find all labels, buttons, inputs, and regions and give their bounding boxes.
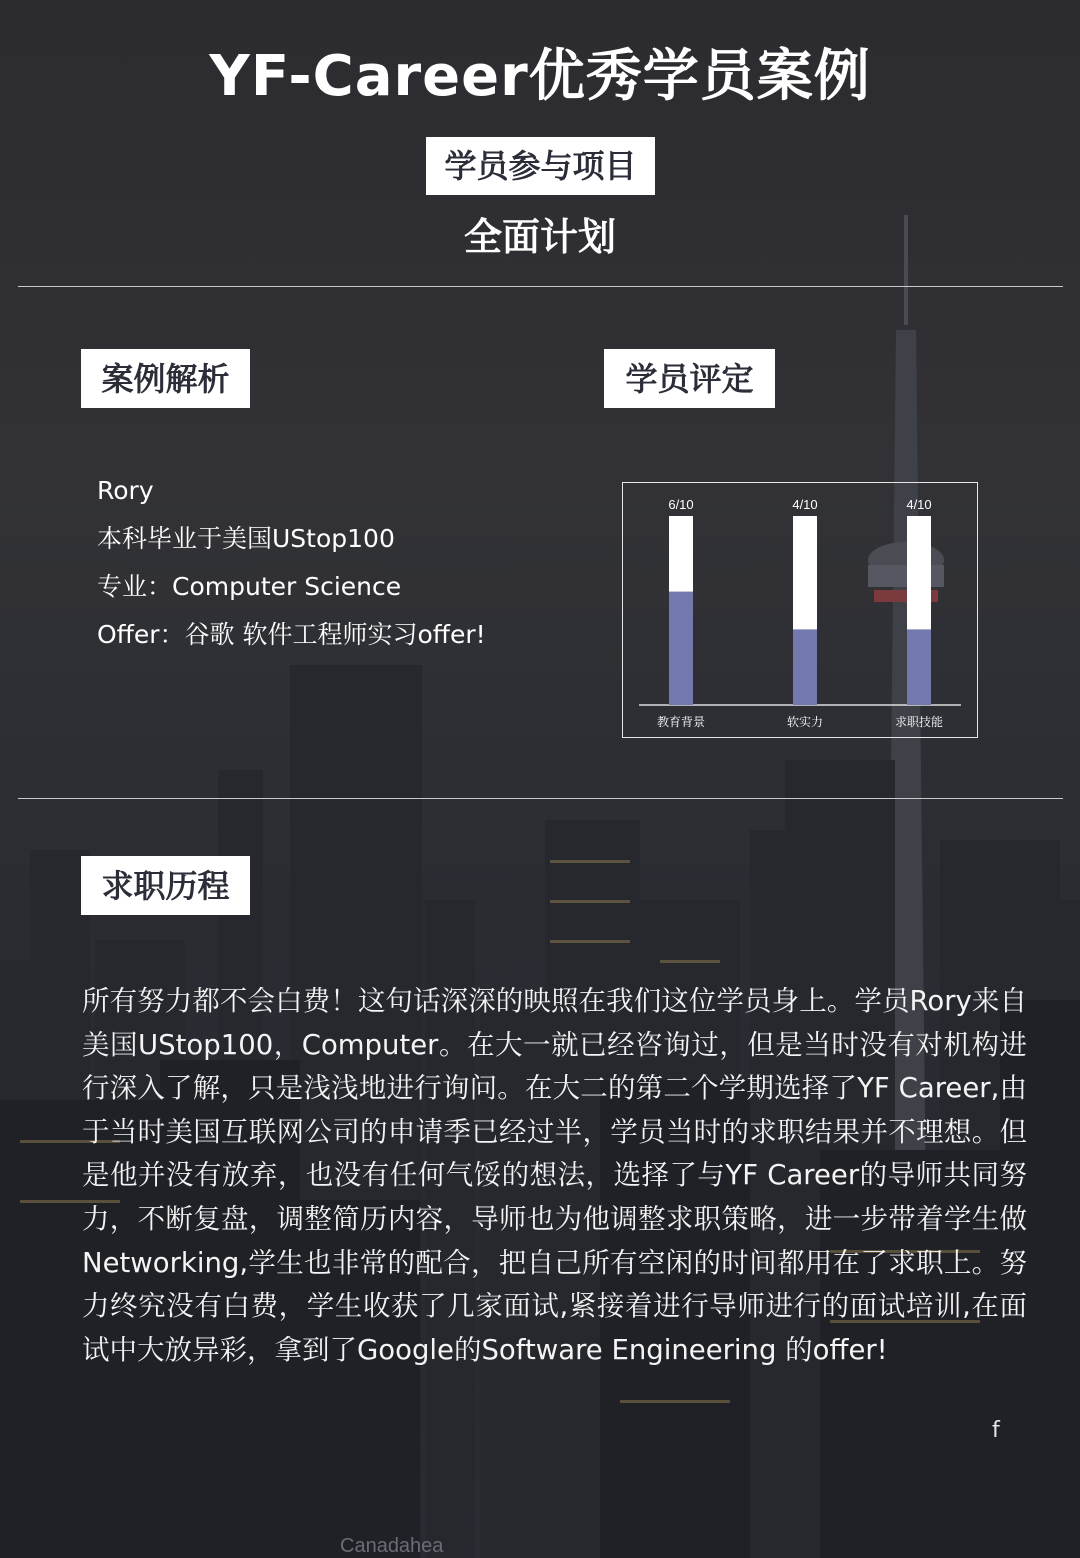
bar-value-label: 6/10 <box>668 497 694 512</box>
bar <box>793 629 817 705</box>
bar-value-label: 4/10 <box>906 497 932 512</box>
page-title: YF-Career优秀学员案例 <box>209 44 871 109</box>
student-name: Rory <box>97 476 154 505</box>
background-sign-text: Canadahea <box>340 1535 444 1557</box>
project-name: 全面计划 <box>463 215 616 259</box>
middle-divider <box>18 798 1063 799</box>
job-journey-label: 求职历程 <box>81 856 250 915</box>
rating-chart <box>622 482 978 738</box>
project-label: 学员参与项目 <box>426 137 655 195</box>
top-divider <box>18 286 1063 287</box>
case-analysis-label: 案例解析 <box>81 349 250 408</box>
bar-value-label: 4/10 <box>792 497 818 512</box>
category-label: 软实力 <box>786 715 824 729</box>
category-label: 求职技能 <box>894 715 944 729</box>
student-school: 本科毕业于美国UStop100 <box>97 524 395 553</box>
bar <box>669 592 693 705</box>
category-label: 教育背景 <box>656 715 706 729</box>
job-journey-story: 所有努力都不会白费！这句话深深的映照在我们这位学员身上。学员Rory来自美国UStop100，Computer。在大一就已经咨询过，但是当时没有对机构进行深入了解，只是浅浅地进行询问。在大二的第二个学期选择了YF Career,由于当时美国互联网公司的申请季已经过半，学员当时的求职结果并不理想。但是他并没有放弃，也没有任何气馁的想法，选择了与YF Career的导师共同努力，不断复盘，调整简历内容，导师也为他调整求职策略，进一步带着学生做Networking,学生也非常的配合，把自己所有空闲的时间都用在了求职上。努力终究没有白费，学生收获了几家面试,紧接着进行导师进行的面试培训,在面试中大放异彩，拿到了Google的Software Engineering 的offer! <box>82 985 1027 1366</box>
student-rating-label: 学员评定 <box>604 349 775 408</box>
student-major: 专业：Computer Science <box>97 572 402 601</box>
corner-mark: f <box>992 1418 1000 1443</box>
bar <box>907 629 931 705</box>
student-info <box>97 472 486 664</box>
rating-chart-svg <box>623 483 977 737</box>
student-offer: Offer：谷歌 软件工程师实习offer! <box>97 620 486 649</box>
